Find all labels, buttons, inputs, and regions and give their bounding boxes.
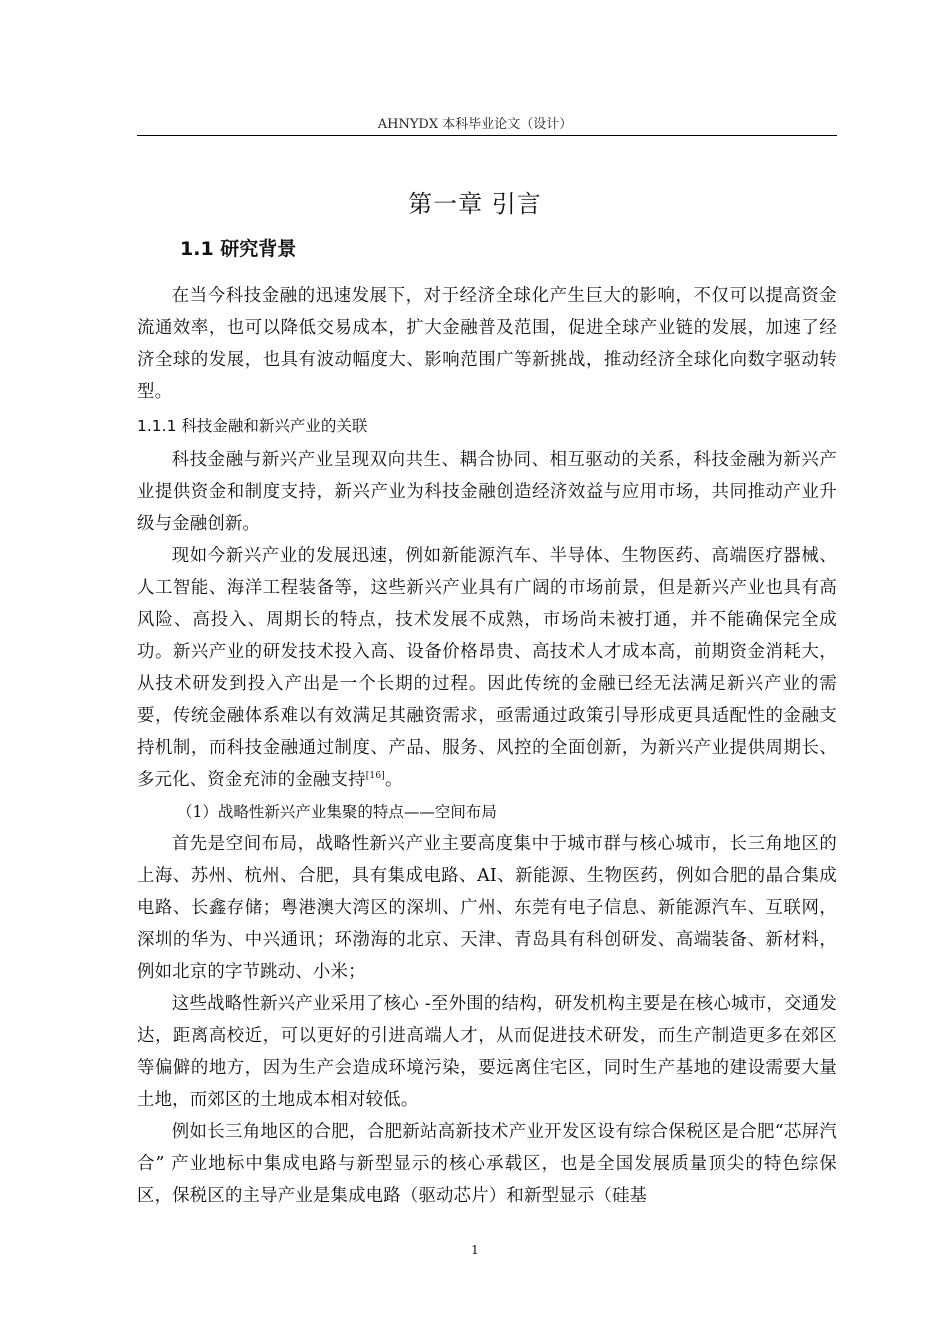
subsection-heading: 1.1.1 科技金融和新兴产业的关联 — [137, 417, 368, 435]
header-rule — [137, 135, 837, 136]
chapter-title: 第一章 引言 — [408, 190, 542, 218]
section-title: 1.1 研究背景 — [180, 238, 297, 260]
paragraph-3-text: 现如今新兴产业的发展迅速，例如新能源汽车、半导体、生物医药、高端医疗器械、人工智能、海洋工程装备等，这些新兴产业具有广阔的市场前景，但是新兴产业也具有高风险、高投入、周期长的特点，技术发展不成熟，市场尚未被打通，并不能确保完全成功。新兴产业的研发技术投入高、设备价格昂贵、高技术人才成本高，前期资金消耗大，从技术研发到投入产出是一个长期的过程。因此传统的金融已经无法满足新兴产业的需要，传统金融体系难以有效满足其融资需求，亟需通过政策引导形成更具适配性的金融支持机制，而科技金融通过制度、产品、服务、风控的全面创新，为新兴产业提供周期长、多元化、资金充沛的金融支持 — [137, 546, 837, 790]
paragraph-3-end: 。 — [384, 770, 403, 790]
paragraph-1: 在当今科技金融的迅速发展下，对于经济全球化产生巨大的影响，不仅可以提高资金流通效率，也可以降低交易成本，扩大金融普及范围，促进全球产业链的发展，加速了经济全球的发展，也具有波动幅度大、影响范围广等新挑战，推动经济全球化向数字驱动转型。 — [137, 286, 837, 402]
running-header: AHNYDX 本科毕业论文（设计） — [377, 117, 573, 132]
citation-16: [16] — [365, 771, 385, 782]
list-item-heading: （1）战略性新兴产业集聚的特点——空间布局 — [177, 803, 497, 821]
paragraph-4: 首先是空间布局，战略性新兴产业主要高度集中于城市群与核心城市，长三角地区的上海、苏州、杭州、合肥，具有集成电路、AI、新能源、生物医药，例如合肥的晶合集成电路、长鑫存储；粤港澳大湾区的深圳、广州、东莞有电子信息、新能源汽车、互联网，深圳的华为、中兴通讯；环渤海的北京、天津、青岛具有科创研发、高端装备、新材料，例如北京的字节跳动、小米； — [137, 834, 837, 982]
body-text — [137, 280, 837, 1212]
paragraph-2: 科技金融与新兴产业呈现双向共生、耦合协同、相互驱动的关系，科技金融为新兴产业提供资金和制度支持，新兴产业为科技金融创造经济效益与应用市场，共同推动产业升级与金融创新。 — [137, 450, 837, 534]
paragraph-5: 这些战略性新兴产业采用了核心 -至外围的结构，研发机构主要是在核心城市，交通发达，距离高校近，可以更好的引进高端人才，从而促进技术研发，而生产制造更多在郊区等偏僻的地方，因为生产会造成环境污染，要远离住宅区，同时生产基地的建设需要大量土地，而郊区的土地成本相对较低。 — [137, 994, 837, 1110]
paragraph-6: 例如长三角地区的合肥，合肥新站高新技术产业开发区设有综合保税区是合肥“芯屏汽合” 产业地标中集成电路与新型显示的核心承载区，也是全国发展质量顶尖的特色综保区，保税区的主导产业是集成电路（驱动芯片）和新型显示（硅基 — [137, 1122, 837, 1206]
paragraph-3 — [137, 540, 837, 796]
page-number: 1 — [471, 1243, 479, 1257]
